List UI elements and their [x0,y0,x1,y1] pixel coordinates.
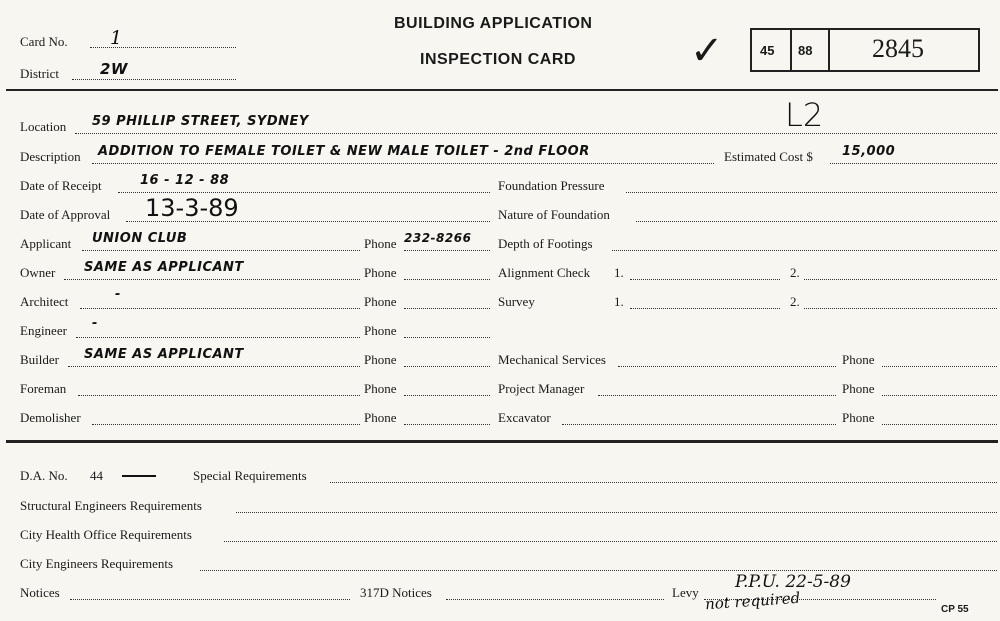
foreman-phone-line [404,395,490,396]
foreman-label: Foreman [20,381,67,396]
check-mark: ✓ [690,28,724,74]
owner-phone-line [404,279,490,280]
description-label: Description [20,149,81,164]
mechanical-services-phone-line [882,366,997,367]
notices-317d-line [446,599,664,600]
district-label: District [20,66,59,81]
notices-line [70,599,350,600]
engineer-label: Engineer [20,323,67,338]
project-manager-phone-label: Phone [842,381,875,396]
date-receipt-value: 16 - 12 - 88 [140,173,230,188]
foundation-pressure-line [626,192,997,193]
depth-footings-line [612,250,997,251]
project-manager-phone-line [882,395,997,396]
description-line [92,163,714,164]
nature-foundation-line [636,221,997,222]
engineer-line [76,337,360,338]
reference-box-1: 45 [760,43,775,58]
city-engineers-label: City Engineers Requirements [20,556,174,571]
alignment-check-num-1: 1. [614,265,624,280]
applicant-line [82,250,360,251]
da-no-label: D.A. No. [20,468,68,483]
nature-foundation-label: Nature of Foundation [498,207,610,222]
da-no-dash [122,475,156,477]
survey-num-2: 2. [790,294,800,309]
mechanical-services-line [618,366,836,367]
applicant-label: Applicant [20,236,72,251]
applicant-phone-label: Phone [364,236,397,251]
applicant-value: UNION CLUB [92,231,188,246]
demolisher-line [92,424,360,425]
depth-footings-label: Depth of Footings [498,236,593,251]
district-line [72,79,236,80]
owner-value: SAME AS APPLICANT [84,260,244,275]
da-no-value: 44 [90,468,103,483]
date-approval-value: 13-3-89 [145,194,239,222]
alignment-check-num-2: 2. [790,265,800,280]
card-no-value: 1 [110,27,123,49]
excavator-phone-label: Phone [842,410,875,425]
middle-rule [6,440,998,443]
architect-value: - [115,287,121,302]
excavator-label: Excavator [498,410,551,425]
reference-box-2: 88 [798,43,813,58]
reference-box-divider-2 [828,30,830,70]
architect-line [80,308,360,309]
owner-line [64,279,360,280]
owner-phone-label: Phone [364,265,397,280]
special-requirements-label: Special Requirements [193,468,307,483]
project-manager-line [598,395,836,396]
reference-box [750,28,980,72]
description-value: ADDITION TO FEMALE TOILET & NEW MALE TOILET - 2nd FLOOR [98,144,590,159]
builder-phone-line [404,366,490,367]
mechanical-services-label: Mechanical Services [498,352,606,367]
survey-label: Survey [498,294,535,309]
architect-phone-line [404,308,490,309]
location-line [75,133,997,134]
date-receipt-label: Date of Receipt [20,178,102,193]
mechanical-services-phone-label: Phone [842,352,875,367]
foreman-line [78,395,360,396]
survey-line-1 [630,308,780,309]
reference-box-3: 2845 [872,34,924,63]
builder-line [68,366,360,367]
card-no-label: Card No. [20,34,68,49]
levy-value: P.P.U. 22-5-89 [735,572,851,592]
estimated-cost-value: 15,000 [842,144,896,159]
engineer-value: - [92,316,98,331]
date-receipt-line [118,192,490,193]
district-value: 2W [100,60,128,78]
applicant-phone-line [404,250,490,251]
levy-label: Levy [672,585,699,600]
form-code: CP 55 [941,604,969,615]
notices-317d-label: 317D Notices [360,585,432,600]
engineer-phone-label: Phone [364,323,397,338]
city-health-label: City Health Office Requirements [20,527,192,542]
project-manager-label: Project Manager [498,381,585,396]
levy-note: not required [704,588,801,614]
excavator-phone-line [882,424,997,425]
engineer-phone-line [404,337,490,338]
title-line-2: INSPECTION CARD [420,51,576,68]
alignment-check-line-2 [804,279,997,280]
structural-engineers-line [236,512,997,513]
excavator-line [562,424,836,425]
demolisher-phone-line [404,424,490,425]
top-rule [6,89,998,91]
reference-box-divider-1 [790,30,792,70]
city-engineers-line [200,570,997,571]
location-value: 59 PHILLIP STREET, SYDNEY [92,114,309,129]
title-line-1: BUILDING APPLICATION [394,15,593,32]
notices-label: Notices [20,585,60,600]
foreman-phone-label: Phone [364,381,397,396]
code-mark: L2 [785,96,824,134]
structural-engineers-label: Structural Engineers Requirements [20,498,202,513]
alignment-check-line-1 [630,279,780,280]
special-requirements-line [330,482,997,483]
architect-label: Architect [20,294,69,309]
survey-line-2 [804,308,997,309]
builder-phone-label: Phone [364,352,397,367]
survey-num-1: 1. [614,294,624,309]
owner-label: Owner [20,265,56,280]
foundation-pressure-label: Foundation Pressure [498,178,605,193]
date-approval-label: Date of Approval [20,207,111,222]
architect-phone-label: Phone [364,294,397,309]
demolisher-label: Demolisher [20,410,81,425]
applicant-phone-value: 232-8266 [404,231,472,245]
estimated-cost-line [830,163,997,164]
alignment-check-label: Alignment Check [498,265,591,280]
builder-value: SAME AS APPLICANT [84,347,244,362]
estimated-cost-label: Estimated Cost $ [724,149,813,164]
city-health-line [224,541,997,542]
builder-label: Builder [20,352,59,367]
location-label: Location [20,119,67,134]
demolisher-phone-label: Phone [364,410,397,425]
